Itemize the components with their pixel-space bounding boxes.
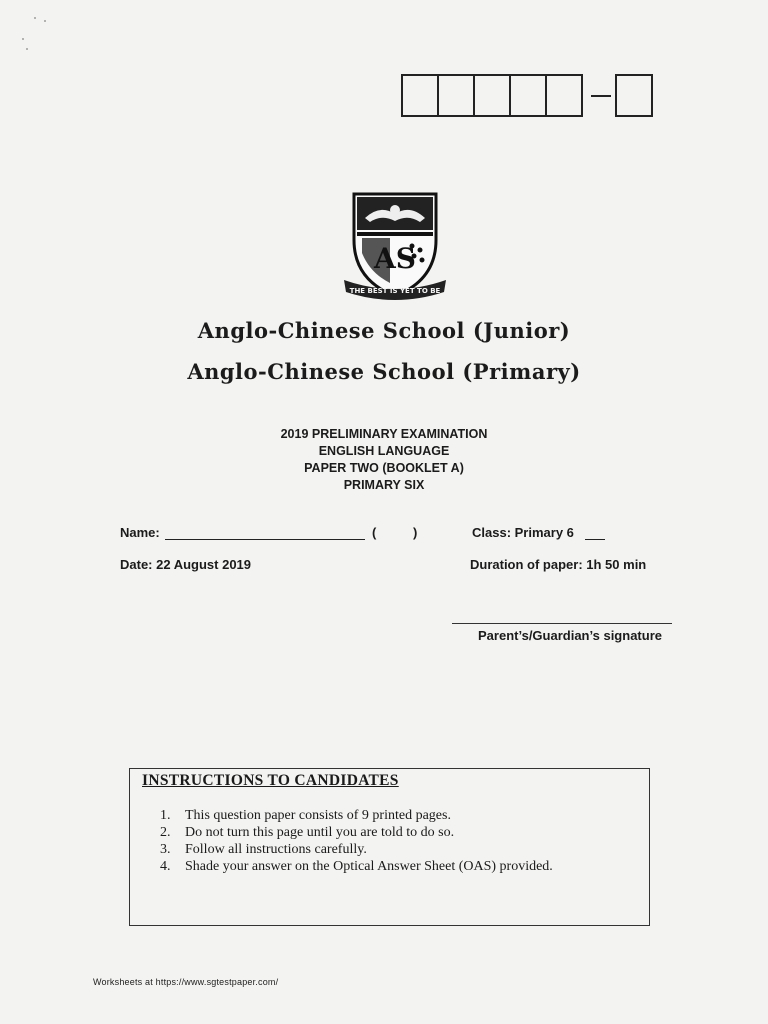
crest-motto: THE BEST IS YET TO BE <box>349 287 441 295</box>
item-number: 3. <box>160 842 171 857</box>
index-box <box>545 74 583 117</box>
scan-speck <box>26 48 28 50</box>
exam-paper: PAPER TWO (BOOKLET A) <box>304 461 464 475</box>
item-text: Shade your answer on the Optical Answer Sheet (OAS) provided. <box>185 859 553 874</box>
list-item <box>160 858 553 875</box>
index-box <box>509 74 547 117</box>
name-blank-line[interactable] <box>165 539 365 540</box>
index-box <box>473 74 511 117</box>
index-number-boxes <box>401 74 651 117</box>
exam-date: Date: 22 August 2019 <box>120 557 252 572</box>
paper-duration: Duration of paper: 1h 50 min <box>470 557 647 572</box>
exam-title-block <box>0 426 768 494</box>
register-number-close-paren: ) <box>413 525 418 540</box>
exam-title: 2019 PRELIMINARY EXAMINATION <box>280 427 488 441</box>
item-text: This question paper consists of 9 printed pages. <box>185 808 451 823</box>
index-dash <box>591 95 611 97</box>
name-label: Name: <box>120 525 160 540</box>
school-name-primary: Anglo-Chinese School (Primary) <box>187 359 581 384</box>
footer-link[interactable]: Worksheets at https://www.sgtestpaper.com/ <box>93 977 279 987</box>
item-number: 1. <box>160 808 171 823</box>
signature-line[interactable] <box>452 623 672 624</box>
crest-initials: AS <box>374 242 416 275</box>
exam-level: PRIMARY SIX <box>343 478 425 492</box>
exam-subject: ENGLISH LANGUAGE <box>318 444 450 458</box>
register-number-open-paren: ( <box>372 525 377 540</box>
item-text: Follow all instructions carefully. <box>185 842 367 857</box>
item-number: 2. <box>160 825 171 840</box>
list-item <box>160 824 553 841</box>
instructions-title: INSTRUCTIONS TO CANDIDATES <box>142 772 399 789</box>
school-crest-logo <box>340 188 450 308</box>
index-box <box>401 74 439 117</box>
class-label: Class: Primary 6 <box>472 525 574 540</box>
index-box <box>437 74 475 117</box>
list-item <box>160 807 553 824</box>
class-blank-line[interactable] <box>585 539 605 540</box>
item-text: Do not turn this page until you are told to do so. <box>185 825 455 840</box>
instructions-box <box>129 768 650 926</box>
item-number: 4. <box>160 859 171 874</box>
signature-label: Parent’s/Guardian’s signature <box>478 628 662 643</box>
school-name-junior: Anglo-Chinese School (Junior) <box>197 318 571 343</box>
index-box <box>615 74 653 117</box>
scan-speck <box>34 17 36 19</box>
list-item <box>160 841 553 858</box>
scan-speck <box>44 20 46 22</box>
scan-speck <box>22 38 24 40</box>
instructions-list <box>160 807 553 875</box>
